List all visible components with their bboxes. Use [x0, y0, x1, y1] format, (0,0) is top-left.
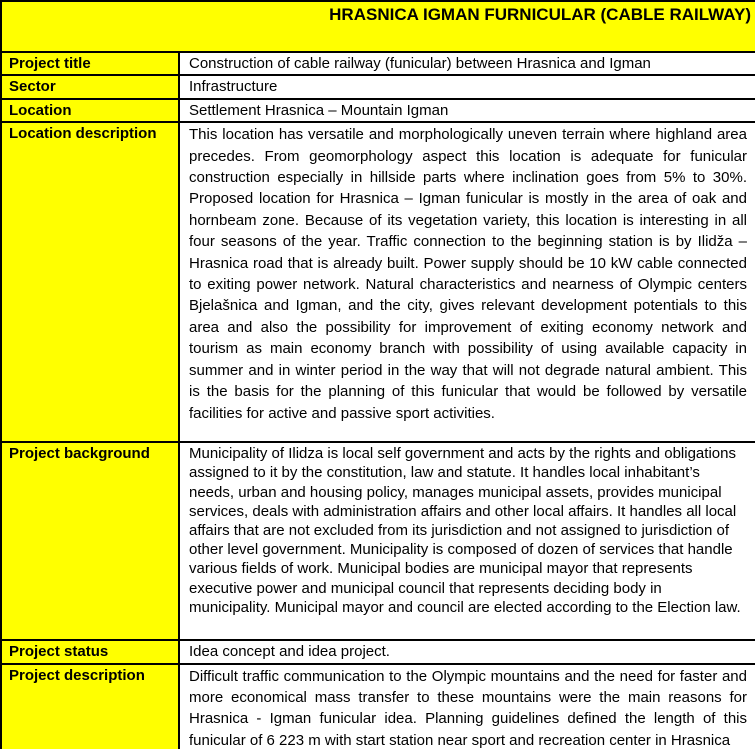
row-label-location: Location: [1, 99, 179, 122]
row-label-sector: Sector: [1, 75, 179, 98]
document-title: HRASNICA IGMAN FURNICULAR (CABLE RAILWAY): [329, 5, 751, 24]
title-cell: [1, 1, 755, 52]
row-label-project-description: Project description: [1, 664, 179, 749]
row-value-project-description: Difficult traffic communication to the Olympic mountains and the need for faster and more economical mass transfer to these mountains were the main reasons for Hrasnica - Igman funicular idea. Planning guidelines defined the length of this funicular of 6 223 m with start station near sport and recreation center in Hrasnica: [189, 667, 747, 749]
table-row: [1, 640, 755, 663]
row-value-project-background-cell: [179, 442, 755, 640]
row-label-location-description: Location description: [1, 122, 179, 442]
row-value-location: Settlement Hrasnica – Mountain Igman: [179, 99, 755, 122]
table-row: [1, 442, 755, 640]
row-label-project-title: Project title: [1, 52, 179, 75]
row-value-project-background: Municipality of Ilidza is local self government and acts by the rights and obligations assigned to it by the constitution, law and statute. It handles local inhabitant’s needs, urban and housing policy, manages municipal assets, provides municipal services, deals with administration affairs and other local affairs. It handles all local affairs that are not excluded from its jurisdiction and not assigned to jurisdiction of other level government. Municipality is composed of dozen of services that handle various fields of work. Municipal bodies are municipal mayor that represents executive power and municipal council that represents deciding body in municipality. Municipal mayor and council are elected according to the Election law.: [189, 445, 741, 616]
row-value-project-title: Construction of cable railway (funicular) between Hrasnica and Igman: [179, 52, 755, 75]
table-row: [1, 664, 755, 749]
table-row: [1, 75, 755, 98]
table-row: [1, 52, 755, 75]
table-row: [1, 122, 755, 442]
row-value-sector: Infrastructure: [179, 75, 755, 98]
row-value-location-description: This location has versatile and morphologically uneven terrain where highland area precedes. From geomorphology aspect this location is adequate for funicular construction especially in hillside parts where inclination goes from 5% to 30%. Proposed location for Hrasnica – Igman funicular is mostly in the area of oak and hornbeam zone. Because of its vegetation variety, this location is interesting in all four seasons of the year. Traffic connection to the beginning station is by Ilidža – Hrasnica road that is already built. Power supply should be 10 kW cable connected to exiting power network. Natural characteristics and nearness of Olympic centers Bjelašnica and Igman, and the city, gives relevant development potentials to this area and also the possibility for improvement of exiting economy network and tourism as main economy branch with possibility of using available capacity in summer and in winter period in the way that will not degrade natural ambient. This is the basis for the planning of this funicular that would be followed by versatile facilities for active and passive sport activities.: [189, 126, 747, 422]
row-value-location-description-cell: [179, 122, 755, 442]
row-value-project-description-cell: [179, 664, 755, 749]
row-value-project-status: Idea concept and idea project.: [179, 640, 755, 663]
title-row: [1, 1, 755, 52]
table-row: [1, 99, 755, 122]
row-label-project-status: Project status: [1, 640, 179, 663]
row-label-project-background: Project background: [1, 442, 179, 640]
